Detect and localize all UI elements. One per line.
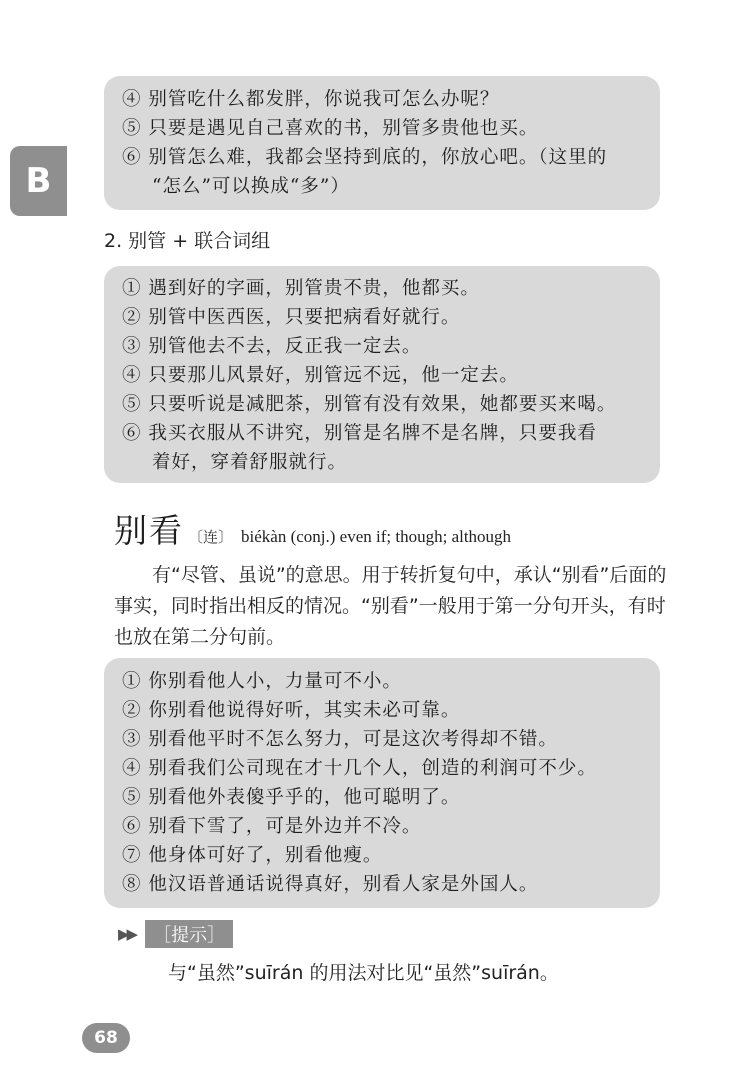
example-box-1: [104, 76, 660, 210]
hint-header: [118, 920, 233, 948]
example-line: ⑧ 他汉语普通话说得真好，别看人家是外国人。: [122, 874, 539, 895]
example-box-3: [104, 658, 660, 908]
example-line: “怎么”可以换成“多”）: [152, 176, 350, 197]
example-line: ④ 只要那儿风景好，别管远不远，他一定去。: [122, 365, 519, 386]
example-line: ⑥ 别管怎么难，我都会坚持到底的，你放心吧。（这里的: [122, 147, 608, 168]
example-box-2: [104, 266, 660, 483]
example-line: 着好，穿着舒服就行。: [152, 452, 348, 473]
example-line: ② 你别看他说得好听，其实未必可靠。: [122, 700, 461, 721]
section-tab: B: [10, 146, 67, 216]
explanation-paragraph: 有“尽管、虽说”的意思。用于转折复句中，承认“别看”后面的事实，同时指出相反的情况。“别看”一般用于第一分句开头，有时也放在第二分句前。: [114, 564, 667, 648]
example-line: ⑤ 只要听说是减肥茶，别管有没有效果，她都要买来喝。: [122, 394, 617, 415]
double-arrow-icon: ▶▶: [118, 925, 136, 943]
dictionary-entry: [114, 505, 511, 552]
example-line: ④ 别管吃什么都发胖，你说我可怎么办呢？: [122, 89, 500, 110]
entry-headword: 别看: [114, 511, 184, 550]
example-line: ③ 别看他平时不怎么努力，可是这次考得却不错。: [122, 729, 558, 750]
example-line: ⑦ 他身体可好了，别看他瘦。: [122, 845, 383, 866]
entry-part-of-speech: 〔连〕: [188, 528, 234, 546]
hint-label: ［提示］: [145, 920, 233, 948]
hint-text: 与“虽然”suīrán 的用法对比见“虽然”suīrán。: [168, 962, 559, 984]
example-line: ⑥ 我买衣服从不讲究，别管是名牌不是名牌，只要我看: [122, 423, 597, 444]
example-line: ① 你别看他人小，力量可不小。: [122, 671, 402, 692]
example-line: ① 遇到好的字画，别管贵不贵，他都买。: [122, 278, 480, 299]
subheading: 2. 别管 + 联合词组: [104, 230, 271, 252]
example-line: ⑤ 别看他外表傻乎乎的，他可聪明了。: [122, 787, 461, 808]
example-line: ④ 别看我们公司现在才十几个人，创造的利润可不少。: [122, 758, 597, 779]
example-line: ② 别管中医西医，只要把病看好就行。: [122, 307, 461, 328]
example-line: ③ 别管他去不去，反正我一定去。: [122, 336, 422, 357]
example-line: ⑥ 别看下雪了，可是外边并不冷。: [122, 816, 422, 837]
page-number: 68: [82, 1023, 130, 1053]
example-line: ⑤ 只要是遇见自己喜欢的书，别管多贵他也买。: [122, 118, 539, 139]
entry-definition: biékàn (conj.) even if; though; although: [241, 527, 512, 546]
